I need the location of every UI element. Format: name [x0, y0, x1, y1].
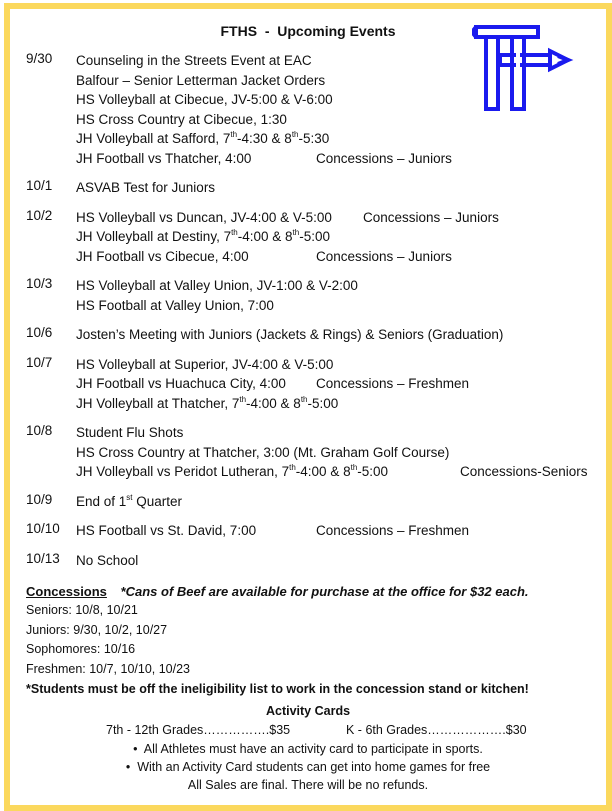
concessions-note: Concessions – Juniors — [363, 209, 499, 225]
refund-policy: All Sales are final. There will be no refunds. — [187, 778, 429, 792]
event-block — [26, 208, 596, 267]
event-block — [26, 325, 596, 345]
event-line: HS Volleyball at Valley Union, JV-1:00 & V-2:00 — [76, 278, 358, 293]
event-line: JH Volleyball at Safford, 7th-4:30 & 8th-5:30 — [76, 130, 330, 146]
event-date: 10/6 — [26, 325, 53, 340]
event-date: 10/2 — [26, 207, 53, 223]
concessions-heading: Concessions — [26, 584, 107, 599]
event-line: HS Volleyball at Superior, JV-4:00 & V-5:00 — [76, 356, 334, 372]
beef-note: *Cans of Beef are available for purchase at the office for $32 each. — [120, 584, 529, 599]
page-title: FTHS - Upcoming Events — [220, 23, 396, 39]
activity-cards-heading: Activity Cards — [265, 704, 351, 718]
event-line: JH Football vs Cibecue, 4:00 Concessions – Juniors — [76, 247, 596, 267]
event-line: Balfour – Senior Letterman Jacket Orders — [76, 72, 326, 88]
event-line: HS Football vs St. David, 7:00 Concessions – Freshmen — [76, 521, 596, 541]
price-7-12: 7th - 12th Grades…………….$35 — [106, 723, 291, 737]
event-date: 10/8 — [26, 423, 53, 438]
price-k-6: K - 6th Grades……………….$30 — [346, 723, 527, 737]
event-line: HS Cross Country at Thatcher, 3:00 (Mt. Graham Golf Course) — [76, 444, 450, 460]
event-line: Student Flu Shots — [76, 425, 184, 440]
event-block — [26, 492, 596, 512]
event-block — [26, 551, 596, 571]
event-block — [26, 521, 596, 541]
concessions-row: Freshmen: 10/7, 10/10, 10/23 — [26, 661, 190, 676]
concessions-note: Concessions-Seniors — [460, 464, 588, 479]
event-block — [26, 423, 596, 482]
event-line: HS Volleyball at Cibecue, JV-5:00 & V-6:00 — [76, 92, 333, 107]
event-line: HS Volleyball vs Duncan, JV-4:00 & V-5:00 Concessions – Juniors — [76, 208, 596, 228]
flyer-frame — [4, 3, 612, 811]
event-line: ASVAB Test for Juniors — [76, 180, 216, 195]
bullet-item: • All Athletes must have an activity card to participate in sports. — [133, 742, 483, 756]
concessions-section — [26, 582, 596, 699]
event-line: JH Volleyball at Destiny, 7th-4:00 & 8th-5:00 — [76, 228, 330, 244]
event-line: HS Cross Country at Cibecue, 1:30 — [76, 111, 287, 127]
concessions-note: Concessions – Freshmen — [316, 523, 470, 538]
event-date: 9/30 — [26, 51, 53, 66]
event-line: JH Football vs Huachuca City, 4:00 Concessions – Freshmen — [76, 374, 596, 394]
event-line: Josten’s Meeting with Juniors (Jackets & Rings) & Seniors (Graduation) — [76, 327, 504, 342]
event-line: JH Football vs Thatcher, 4:00 Concessions – Juniors — [76, 149, 596, 169]
event-block — [26, 51, 596, 168]
activity-cards-section — [10, 702, 606, 794]
event-line: End of 1st Quarter — [76, 492, 183, 509]
concessions-row: Seniors: 10/8, 10/21 — [26, 603, 138, 617]
concessions-row: Sophomores: 10/16 — [26, 642, 136, 656]
event-line: No School — [76, 552, 139, 568]
concessions-note: Concessions – Juniors — [316, 248, 452, 264]
concessions-row: Juniors: 9/30, 10/2, 10/27 — [26, 622, 168, 637]
event-block — [26, 276, 596, 315]
event-block — [26, 355, 596, 414]
event-date: 10/9 — [26, 491, 53, 507]
event-date: 10/3 — [26, 276, 53, 291]
event-block — [26, 178, 596, 198]
bullet-item: • With an Activity Card students can get into home games for free — [125, 760, 491, 774]
concessions-note: Concessions – Juniors — [316, 150, 452, 166]
event-line: JH Volleyball at Thatcher, 7th-4:00 & 8th-5:00 — [76, 394, 339, 411]
event-date: 10/13 — [26, 550, 60, 566]
event-date: 10/1 — [26, 178, 53, 193]
event-line: HS Football at Valley Union, 7:00 — [76, 297, 274, 313]
events-list — [26, 51, 596, 580]
event-date: 10/10 — [26, 521, 60, 536]
concessions-note: Concessions – Freshmen — [316, 376, 470, 391]
event-line: Counseling in the Streets Event at EAC — [76, 53, 312, 68]
event-date: 10/7 — [26, 354, 53, 370]
ineligibility-warning: *Students must be off the ineligibility list to work in the concession stand or kitchen! — [26, 682, 529, 696]
event-line: JH Volleyball vs Peridot Lutheran, 7th-4:00 & 8th-5:00 Concessions-Seniors — [76, 462, 596, 482]
